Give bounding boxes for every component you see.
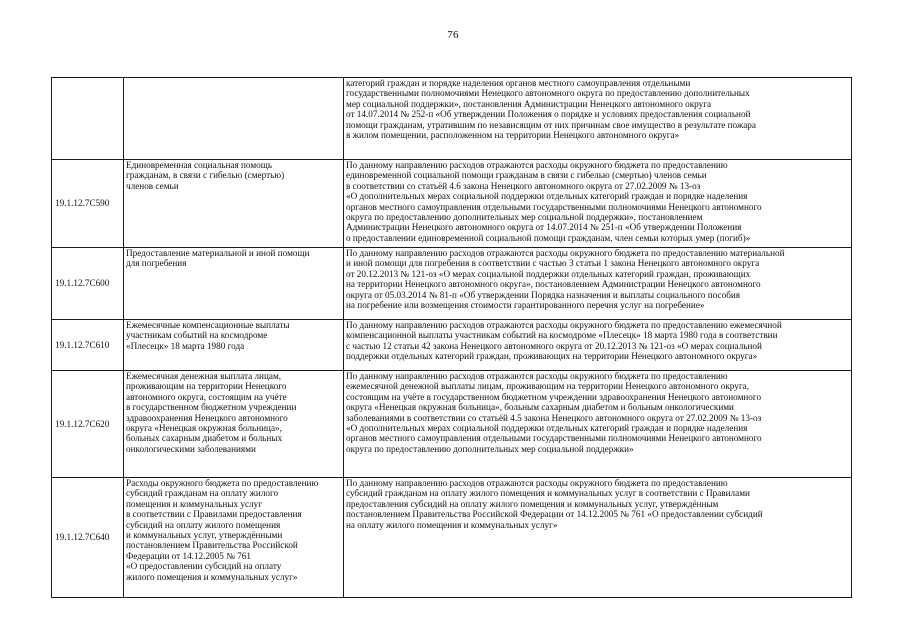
expense-description-line: округа от 05.03.2014 № 81-п «Об утверждении Порядка назначения и выплаты социального пособия [346,289,741,300]
expense-name-line: проживающим на территории Ненецкого [126,381,287,392]
expense-name-line: Предоставление материальной и иной помощи [126,248,310,258]
expense-description-cell [344,478,852,598]
expense-description-line: на погребение или возмещения стоимости гарантированного перечня услуг на погребение» [346,300,705,311]
expense-code-cell [52,78,124,160]
expense-description-line: субсидий гражданам на оплату жилого помещения и коммунальных услуг в соответствии с Правилами [346,488,750,499]
expense-description-line: По данному направлению расходов отражаются расходы окружного бюджета по предоставлению [346,478,728,488]
expense-description-line: «О дополнительных мерах социальной поддержки отдельных категорий граждан и порядке наделения [346,423,748,434]
expense-name-line: постановлением Правительства Российской [126,540,298,551]
expense-name-line: Ежемесячные компенсационные выплаты [126,320,290,330]
expense-name-line: «О предоставлении субсидий на оплату [126,561,282,572]
expense-name-cell [124,248,344,320]
expense-name-line: гражданам, в связи с гибелью (смертью) [126,170,285,181]
expense-name-line: помещения и коммунальных услуг [126,498,263,509]
expense-name-cell [124,478,344,598]
expense-description-line: в соответствии со статьёй 4.6 закона Ненецкого автономного округа от 27.02.2009 № 13-оз [346,180,701,191]
expense-description-line: категорий граждан и порядке наделения органов местного самоуправления отдельными [346,78,691,88]
expense-description-line: По данному направлению расходов отражаются расходы окружного бюджета по предоставлению ежемесячной [346,320,782,330]
expense-description-line: компенсационной выплаты участникам событий на космодроме «Плесецк» 18 марта 1980 года в соответствии [346,330,778,341]
table-row [52,78,852,160]
expense-description-line: единовременной социальной помощи гражданам в связи с гибелью (смертью) членов семьи [346,170,707,181]
expense-description-line: округа по предоставлению дополнительных мер социальной поддержки», постановлением [346,212,703,223]
expense-description-line: постановлением Правительства Российской Федерации от 14.12.2005 № 761 «О предоставлении субсидий [346,509,763,520]
expense-description-line: «О дополнительных мерах социальной поддержки отдельных категорий граждан и порядке наделения [346,191,748,202]
expense-code-cell: 19.1.12.7С600 [52,248,124,320]
expense-name-line: участникам событий на космодроме [126,330,268,341]
expense-description-cell [344,160,852,248]
expense-code-cell: 19.1.12.7С590 [52,160,124,248]
expense-description-line: государственными полномочиями Ненецкого автономного округа по предоставлению дополнительных [346,88,750,99]
expense-name-line: «Плесецк» 18 марта 1980 года [126,340,245,351]
expense-description-cell [344,371,852,478]
expense-description-line: от 14.07.2014 № 252-п «Об утверждении Положения о порядке и условиях предоставления социальной [346,109,751,120]
expense-description-line: По данному направлению расходов отражаются расходы окружного бюджета по предоставлению материальной [346,248,785,258]
expense-description-line: с частью 12 статьи 42 закона Ненецкого автономного округа от 20.12.2013 № 121-оз «О мерах социальной [346,340,762,351]
expense-name-line: Федерации от 14.12.2005 № 761 [126,550,251,561]
expense-name-line: округа «Ненецкая окружная больница», [126,423,282,434]
expense-description-line: заболеваниями в соответствии со статьёй 4.5 закона Ненецкого автономного округа от 27.02.2009 № 13-оз [346,412,762,423]
expense-description-line: По данному направлению расходов отражаются расходы окружного бюджета по предоставлению [346,160,728,170]
expense-description-line: округа «Ненецкая окружная больница», больным сахарным диабетом и больным онкологическими [346,402,734,413]
expense-description-line: в жилом помещении, расположенном на территории Ненецкого автономного округа» [346,130,680,141]
expense-name-line: Расходы окружного бюджета по предоставлению [126,478,319,488]
expense-description-line: о предоставлении единовременной социальной помощи гражданам, член семьи которых умер (погиб)» [346,232,751,243]
budget-classification-table [51,77,852,598]
expense-description-line: состоящим на учёте в государственном бюджетном учреждении здравоохранения Ненецкого автономного [346,391,762,402]
expense-description-cell [344,78,852,160]
expense-name-line: субсидий гражданам на оплату жилого [126,488,279,499]
expense-name-line: автономного округа, состоящим на учёте [126,391,287,402]
expense-name-line: Единовременная социальная помощь [126,160,273,170]
expense-description-line: на территории Ненецкого автономного округа», постановлением Администрации Ненецкого автономного [346,279,761,290]
expense-description-line: на оплату жилого помещения и коммунальных услуг» [346,519,558,530]
table-row [52,371,852,478]
expense-description-line: мер социальной поддержки», постановления Администрации Ненецкого автономного округа [346,98,712,109]
expense-description-line: По данному направлению расходов отражаются расходы окружного бюджета по предоставлению [346,371,728,381]
expense-code-cell: 19.1.12.7С610 [52,320,124,371]
table-row [52,160,852,248]
expense-name-cell [124,78,344,160]
table-row [52,478,852,598]
expense-name-cell [124,371,344,478]
table-row [52,320,852,371]
expense-code-cell: 19.1.12.7С620 [52,371,124,478]
expense-description-cell [344,248,852,320]
expense-description-line: от 20.12.2013 № 121-оз «О мерах социальной поддержки отдельных категорий граждан, проживающих [346,268,751,279]
expense-name-line: в соответствии с Правилами предоставления [126,509,302,520]
expense-name-line: и коммунальных услуг, утверждёнными [126,530,283,541]
expense-name-line: субсидий на оплату жилого помещения [126,519,281,530]
expense-description-line: органов местного самоуправления отдельными государственными полномочиями Ненецкого автономного [346,201,762,212]
expense-name-line: Ежемесячная денежная выплата лицам, [126,371,282,381]
expense-name-line: в государственном бюджетном учреждении [126,402,297,413]
expense-name-line: членов семьи [126,180,179,191]
expense-description-line: предоставления субсидий на оплату жилого помещения и коммунальных услуг, утверждённым [346,498,719,509]
expense-name-cell [124,160,344,248]
expense-description-line: помощи гражданам, утратившим по независящим от них причинам свое имущество в результате пожара [346,119,756,130]
expense-description-line: органов местного самоуправления отдельными государственными полномочиями Ненецкого автономного [346,433,762,444]
expense-description-line: и иной помощи для погребения в соответствии с частью 3 статьи 1 закона Ненецкого автономного округа [346,258,760,269]
expense-name-cell [124,320,344,371]
expense-name-line: онкологическими заболеваниями [126,443,256,454]
expense-name-line: для погребения [126,258,187,269]
expense-name-line: больных сахарным диабетом и больных [126,433,283,444]
page-number: 76 [447,29,459,41]
expense-description-line: округа по предоставлению дополнительных мер социальной поддержки» [346,443,634,454]
expense-name-line: здравоохранения Ненецкого автономного [126,412,288,423]
expense-description-line: Администрации Ненецкого автономного округа от 14.07.2014 № 251-п «Об утверждении Положения [346,222,742,233]
expense-code-cell: 19.1.12.7С640 [52,478,124,598]
expense-description-line: поддержки отдельных категорий граждан, проживающих на территории Ненецкого автономного округа» [346,351,758,362]
expense-description-cell [344,320,852,371]
table-row [52,248,852,320]
expense-name-line: жилого помещения и коммунальных услуг» [126,571,298,582]
expense-description-line: ежемесячной денежной выплаты лицам, проживающим на территории Ненецкого автономного округа, [346,381,749,392]
